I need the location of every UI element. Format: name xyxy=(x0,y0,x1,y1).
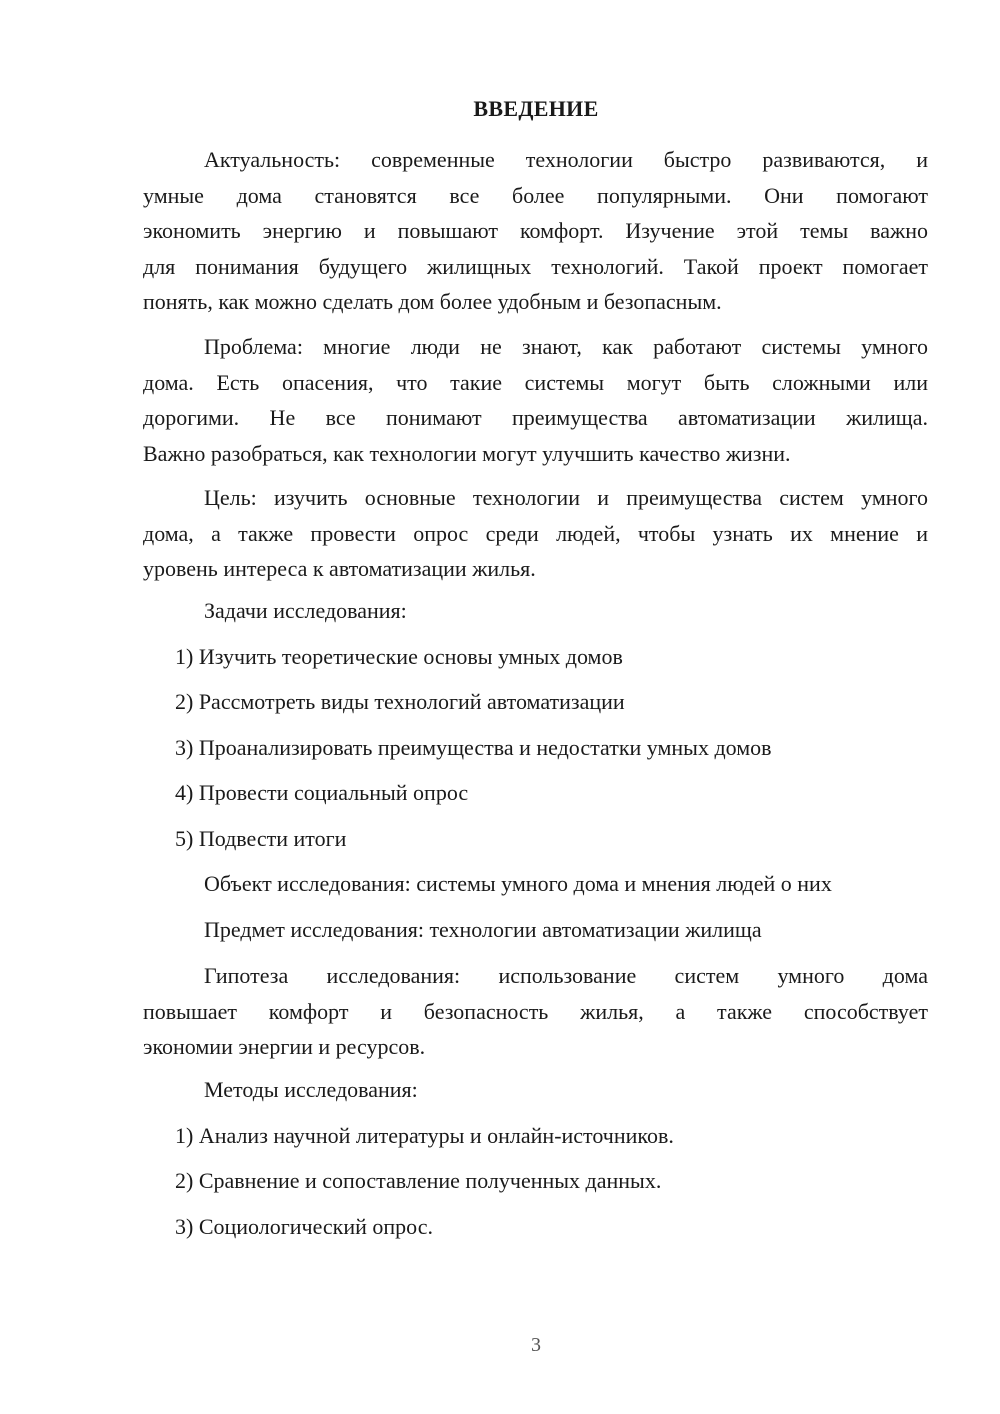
paragraph-line: повышает комфорт и безопасность жилья, а также способствует xyxy=(143,998,928,1024)
research-object: Объект исследования: системы умного дома и мнения людей о них xyxy=(204,871,832,896)
goal-paragraph xyxy=(143,480,928,587)
paragraph-line: дорогими. Не все понимают преимущества автоматизации жилища. xyxy=(143,405,928,430)
page-number: 3 xyxy=(531,1334,541,1356)
paragraph-line: для понимания будущего жилищных технологий. Такой проект помогает xyxy=(143,253,928,279)
list-item: 2) Рассмотреть виды технологий автоматизации xyxy=(175,689,625,714)
list-item: 5) Подвести итоги xyxy=(175,826,347,851)
paragraph-line: дома, а также провести опрос среди людей, чтобы узнать их мнение и xyxy=(143,520,928,546)
problem-paragraph xyxy=(143,329,928,471)
paragraph-line: Проблема: многие люди не знают, как работают системы умного xyxy=(204,334,928,359)
list-item: 3) Проанализировать преимущества и недостатки умных домов xyxy=(175,735,772,760)
hypothesis-paragraph xyxy=(143,958,928,1065)
relevance-paragraph xyxy=(143,142,928,320)
research-subject: Предмет исследования: технологии автоматизации жилища xyxy=(204,917,762,942)
paragraph-line: Гипотеза исследования: использование систем умного дома xyxy=(204,963,928,988)
methods-title: Методы исследования: xyxy=(204,1077,418,1102)
list-item: 3) Социологический опрос. xyxy=(175,1214,433,1239)
paragraph-line: экономии энергии и ресурсов. xyxy=(143,1034,426,1059)
paragraph-line: экономить энергию и повышают комфорт. Изучение этой темы важно xyxy=(143,218,928,243)
page-title: ВВЕДЕНИЕ xyxy=(473,96,599,121)
paragraph-line: понять, как можно сделать дом более удобным и безопасным. xyxy=(143,289,722,314)
tasks-title: Задачи исследования: xyxy=(204,598,407,623)
list-item: 4) Провести социальный опрос xyxy=(175,780,469,805)
list-item: 2) Сравнение и сопоставление полученных данных. xyxy=(175,1168,662,1193)
list-item: 1) Изучить теоретические основы умных домов xyxy=(175,644,623,669)
paragraph-line: уровень интереса к автоматизации жилья. xyxy=(143,556,536,581)
paragraph-line: Цель: изучить основные технологии и преимущества систем умного xyxy=(204,485,928,510)
paragraph-line: Важно разобраться, как технологии могут улучшить качество жизни. xyxy=(143,440,791,466)
paragraph-line: Актуальность: современные технологии быстро развиваются, и xyxy=(204,147,928,172)
paragraph-line: дома. Есть опасения, что такие системы могут быть сложными или xyxy=(143,369,928,395)
list-item: 1) Анализ научной литературы и онлайн-источников. xyxy=(175,1123,674,1148)
paragraph-line: умные дома становятся все более популярными. Они помогают xyxy=(143,182,928,208)
